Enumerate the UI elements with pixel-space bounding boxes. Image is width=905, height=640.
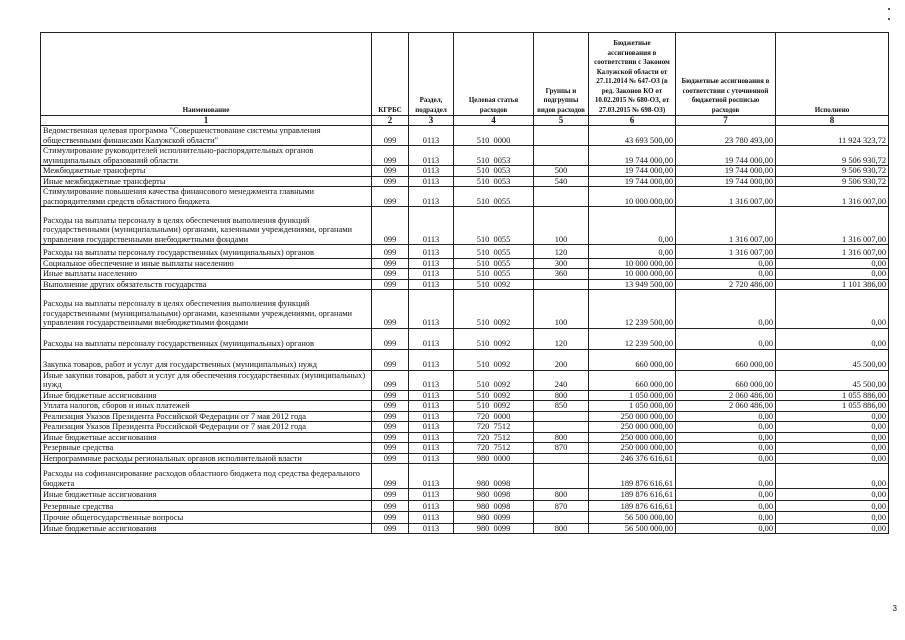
roster-amount-cell: 19 744 000,00	[676, 166, 776, 177]
exec-amount-cell: 11 924 323,72	[776, 126, 889, 146]
roster-amount-cell: 0,00	[676, 258, 776, 269]
table-row	[41, 489, 889, 501]
razdel-cell: 0113	[409, 207, 454, 245]
table-row	[41, 269, 889, 280]
razdel-cell: 0113	[409, 166, 454, 177]
law-amount-cell: 19 744 000,00	[589, 166, 676, 177]
razdel-cell: 0113	[409, 328, 454, 349]
roster-amount-cell: 2 720 486,00	[676, 279, 776, 290]
csr-cell: 510 0092	[454, 370, 534, 390]
vr-cell: 800	[534, 523, 589, 534]
law-amount-cell: 10 000 000,00	[589, 258, 676, 269]
law-amount-cell: 0,00	[589, 245, 676, 258]
kgrbs-cell: 099	[372, 401, 409, 412]
roster-amount-cell: 0,00	[676, 411, 776, 422]
kgrbs-cell: 099	[372, 432, 409, 443]
kgrbs-cell: 099	[372, 390, 409, 401]
row-name-cell: Иные закупки товаров, работ и услуг для обеспечения государственных (муниципальных) нужд	[41, 370, 372, 390]
vr-cell: 800	[534, 390, 589, 401]
table-row	[41, 146, 889, 166]
kgrbs-cell: 099	[372, 176, 409, 187]
roster-amount-cell: 19 744 000,00	[676, 176, 776, 187]
roster-amount-cell: 0,00	[676, 290, 776, 328]
table-row	[41, 443, 889, 454]
csr-cell: 720 7512	[454, 432, 534, 443]
razdel-cell: 0113	[409, 349, 454, 370]
roster-amount-cell: 0,00	[676, 328, 776, 349]
razdel-cell: 0113	[409, 464, 454, 489]
row-name-cell: Расходы на выплаты персоналу в целях обеспечения выполнения функций государственными (муниципальными) органами, казенными учреждениями, органами управления государственными внебюджетными фондами	[41, 207, 372, 245]
razdel-cell: 0113	[409, 500, 454, 512]
csr-cell: 720 7512	[454, 422, 534, 433]
law-amount-cell: 0,00	[589, 207, 676, 245]
roster-amount-cell: 0,00	[676, 500, 776, 512]
razdel-cell: 0113	[409, 422, 454, 433]
kgrbs-cell: 099	[372, 523, 409, 534]
csr-cell: 980 0099	[454, 523, 534, 534]
row-name-cell: Стимулирование руководителей исполнительно-распорядительных органов муниципальных образований области	[41, 146, 372, 166]
razdel-cell: 0113	[409, 370, 454, 390]
roster-amount-cell: 0,00	[676, 453, 776, 464]
law-amount-cell: 660 000,00	[589, 370, 676, 390]
kgrbs-cell: 099	[372, 500, 409, 512]
roster-amount-cell: 2 060 486,00	[676, 390, 776, 401]
exec-amount-cell: 9 506 930,72	[776, 146, 889, 166]
vr-cell	[534, 187, 589, 207]
exec-amount-cell: 1 316 007,00	[776, 245, 889, 258]
row-name-cell: Межбюджетные трансферты	[41, 166, 372, 177]
table-row	[41, 432, 889, 443]
kgrbs-cell: 099	[372, 370, 409, 390]
vr-cell	[534, 453, 589, 464]
column-number-row	[41, 116, 889, 126]
kgrbs-cell: 099	[372, 166, 409, 177]
csr-cell: 510 0055	[454, 258, 534, 269]
row-name-cell: Закупка товаров, работ и услуг для государственных (муниципальных) нужд	[41, 349, 372, 370]
exec-amount-cell: 0,00	[776, 432, 889, 443]
vr-cell: 800	[534, 489, 589, 501]
law-amount-cell: 13 949 500,00	[589, 279, 676, 290]
column-number: 2	[372, 116, 409, 126]
csr-cell: 510 0055	[454, 269, 534, 280]
csr-cell: 510 0092	[454, 349, 534, 370]
csr-cell: 980 0098	[454, 464, 534, 489]
table-row	[41, 126, 889, 146]
exec-amount-cell: 0,00	[776, 489, 889, 501]
vr-cell: 870	[534, 500, 589, 512]
exec-amount-cell: 1 055 886,00	[776, 401, 889, 412]
csr-cell: 510 0053	[454, 146, 534, 166]
exec-amount-cell: 0,00	[776, 328, 889, 349]
row-name-cell: Резервные средства	[41, 443, 372, 454]
exec-amount-cell: 0,00	[776, 422, 889, 433]
table-row	[41, 370, 889, 390]
csr-cell: 510 0055	[454, 187, 534, 207]
roster-amount-cell: 0,00	[676, 489, 776, 501]
csr-cell: 510 0092	[454, 279, 534, 290]
razdel-cell: 0113	[409, 245, 454, 258]
row-name-cell: Прочие общегосударственные вопросы	[41, 512, 372, 524]
vr-cell: 100	[534, 290, 589, 328]
law-amount-cell: 56 500 000,00	[589, 523, 676, 534]
kgrbs-cell: 099	[372, 489, 409, 501]
razdel-cell: 0113	[409, 187, 454, 207]
vr-cell	[534, 512, 589, 524]
column-number: 3	[409, 116, 454, 126]
column-number: 1	[41, 116, 372, 126]
vr-cell	[534, 411, 589, 422]
roster-amount-cell: 0,00	[676, 512, 776, 524]
row-name-cell: Расходы на выплаты персоналу государственных (муниципальных) органов	[41, 328, 372, 349]
table-row	[41, 411, 889, 422]
vr-cell: 870	[534, 443, 589, 454]
roster-amount-cell: 0,00	[676, 269, 776, 280]
table-row	[41, 245, 889, 258]
csr-cell: 510 0000	[454, 126, 534, 146]
law-amount-cell: 189 876 616,61	[589, 489, 676, 501]
law-amount-cell: 250 000 000,00	[589, 432, 676, 443]
kgrbs-cell: 099	[372, 453, 409, 464]
exec-amount-cell: 45 500,00	[776, 349, 889, 370]
vr-cell: 800	[534, 432, 589, 443]
column-number: 7	[676, 116, 776, 126]
header-razdel: Раздел, подраздел	[409, 33, 454, 116]
table-row	[41, 187, 889, 207]
row-name-cell: Стимулирование повышения качества финансового менеджмента главными распорядителями средств областного бюджета	[41, 187, 372, 207]
exec-amount-cell: 0,00	[776, 443, 889, 454]
row-name-cell: Реализация Указов Президента Российской Федерации от 7 мая 2012 года	[41, 422, 372, 433]
table-row	[41, 464, 889, 489]
kgrbs-cell: 099	[372, 422, 409, 433]
roster-amount-cell: 0,00	[676, 432, 776, 443]
column-number: 8	[776, 116, 889, 126]
table-row	[41, 453, 889, 464]
csr-cell: 510 0092	[454, 290, 534, 328]
table-body	[41, 126, 889, 534]
kgrbs-cell: 099	[372, 464, 409, 489]
exec-amount-cell: 0,00	[776, 500, 889, 512]
csr-cell: 980 0099	[454, 512, 534, 524]
header-exec: Исполнено	[776, 33, 889, 116]
kgrbs-cell: 099	[372, 349, 409, 370]
law-amount-cell: 189 876 616,61	[589, 500, 676, 512]
law-amount-cell: 12 239 500,00	[589, 328, 676, 349]
row-name-cell: Выполнение других обязательств государства	[41, 279, 372, 290]
table-row	[41, 258, 889, 269]
razdel-cell: 0113	[409, 489, 454, 501]
row-name-cell: Уплата налогов, сборов и иных платежей	[41, 401, 372, 412]
razdel-cell: 0113	[409, 411, 454, 422]
vr-cell	[534, 126, 589, 146]
kgrbs-cell: 099	[372, 328, 409, 349]
row-name-cell: Ведомственная целевая программа "Совершенствование системы управления общественными финансами Калужской области"	[41, 126, 372, 146]
exec-amount-cell: 0,00	[776, 523, 889, 534]
law-amount-cell: 19 744 000,00	[589, 176, 676, 187]
kgrbs-cell: 099	[372, 146, 409, 166]
row-name-cell: Иные межбюджетные трансферты	[41, 176, 372, 187]
kgrbs-cell: 099	[372, 269, 409, 280]
razdel-cell: 0113	[409, 523, 454, 534]
law-amount-cell: 250 000 000,00	[589, 422, 676, 433]
table-row	[41, 166, 889, 177]
law-amount-cell: 660 000,00	[589, 349, 676, 370]
vr-cell: 500	[534, 166, 589, 177]
vr-cell: 540	[534, 176, 589, 187]
vr-cell	[534, 422, 589, 433]
razdel-cell: 0113	[409, 279, 454, 290]
razdel-cell: 0113	[409, 432, 454, 443]
column-number: 5	[534, 116, 589, 126]
csr-cell: 510 0053	[454, 176, 534, 187]
razdel-cell: 0113	[409, 453, 454, 464]
razdel-cell: 0113	[409, 258, 454, 269]
row-name-cell: Иные бюджетные ассигнования	[41, 390, 372, 401]
column-number: 6	[589, 116, 676, 126]
law-amount-cell: 1 050 000,00	[589, 390, 676, 401]
kgrbs-cell: 099	[372, 245, 409, 258]
kgrbs-cell: 099	[372, 279, 409, 290]
law-amount-cell: 250 000 000,00	[589, 411, 676, 422]
roster-amount-cell: 660 000,00	[676, 349, 776, 370]
roster-amount-cell: 2 060 486,00	[676, 401, 776, 412]
csr-cell: 720 7512	[454, 443, 534, 454]
scan-dot	[888, 8, 890, 10]
exec-amount-cell: 0,00	[776, 269, 889, 280]
law-amount-cell: 189 876 616,61	[589, 464, 676, 489]
table-row	[41, 328, 889, 349]
roster-amount-cell: 1 316 007,00	[676, 207, 776, 245]
razdel-cell: 0113	[409, 269, 454, 280]
csr-cell: 510 0092	[454, 390, 534, 401]
vr-cell	[534, 146, 589, 166]
csr-cell: 510 0092	[454, 401, 534, 412]
law-amount-cell: 56 500 000,00	[589, 512, 676, 524]
row-name-cell: Иные бюджетные ассигнования	[41, 489, 372, 501]
column-number: 4	[454, 116, 534, 126]
law-amount-cell: 10 000 000,00	[589, 187, 676, 207]
roster-amount-cell: 19 744 000,00	[676, 146, 776, 166]
table-row	[41, 279, 889, 290]
header-vr: Группы и подгруппы видов расходов	[534, 33, 589, 116]
row-name-cell: Реализация Указов Президента Российской Федерации от 7 мая 2012 года	[41, 411, 372, 422]
exec-amount-cell: 45 500,00	[776, 370, 889, 390]
table-row	[41, 290, 889, 328]
header-roster: Бюджетные ассигнования в соответствии с уточненной бюджетной росписью расходов	[676, 33, 776, 116]
razdel-cell: 0113	[409, 126, 454, 146]
table-row	[41, 500, 889, 512]
exec-amount-cell: 9 506 930,72	[776, 166, 889, 177]
razdel-cell: 0113	[409, 146, 454, 166]
exec-amount-cell: 1 316 007,00	[776, 207, 889, 245]
razdel-cell: 0113	[409, 512, 454, 524]
csr-cell: 510 0055	[454, 207, 534, 245]
vr-cell: 240	[534, 370, 589, 390]
kgrbs-cell: 099	[372, 187, 409, 207]
row-name-cell: Иные выплаты населению	[41, 269, 372, 280]
csr-cell: 510 0053	[454, 166, 534, 177]
roster-amount-cell: 660 000,00	[676, 370, 776, 390]
exec-amount-cell: 1 316 007,00	[776, 187, 889, 207]
csr-cell: 980 0098	[454, 500, 534, 512]
razdel-cell: 0113	[409, 290, 454, 328]
law-amount-cell: 1 050 000,00	[589, 401, 676, 412]
exec-amount-cell: 0,00	[776, 290, 889, 328]
header-name: Наименование	[41, 33, 372, 116]
exec-amount-cell: 0,00	[776, 411, 889, 422]
page-number: 3	[892, 604, 897, 613]
csr-cell: 720 0000	[454, 411, 534, 422]
vr-cell: 120	[534, 245, 589, 258]
csr-cell: 980 0000	[454, 453, 534, 464]
vr-cell: 360	[534, 269, 589, 280]
roster-amount-cell: 0,00	[676, 523, 776, 534]
vr-cell: 100	[534, 207, 589, 245]
header-kgrbs: КГРБС	[372, 33, 409, 116]
budget-table	[40, 32, 889, 534]
exec-amount-cell: 0,00	[776, 464, 889, 489]
table-row	[41, 349, 889, 370]
vr-cell: 120	[534, 328, 589, 349]
law-amount-cell: 12 239 500,00	[589, 290, 676, 328]
csr-cell: 980 0098	[454, 489, 534, 501]
csr-cell: 510 0092	[454, 328, 534, 349]
exec-amount-cell: 1 101 386,00	[776, 279, 889, 290]
roster-amount-cell: 1 316 007,00	[676, 245, 776, 258]
roster-amount-cell: 23 780 493,00	[676, 126, 776, 146]
row-name-cell: Расходы на выплаты персоналу в целях обеспечения выполнения функций государственными (муниципальными) органами, казенными учреждениями, органами управления государственными внебюджетными фондами	[41, 290, 372, 328]
law-amount-cell: 43 693 500,00	[589, 126, 676, 146]
razdel-cell: 0113	[409, 443, 454, 454]
row-name-cell: Иные бюджетные ассигнования	[41, 523, 372, 534]
row-name-cell: Резервные средства	[41, 500, 372, 512]
table-row	[41, 512, 889, 524]
roster-amount-cell: 0,00	[676, 464, 776, 489]
vr-cell: 850	[534, 401, 589, 412]
csr-cell: 510 0055	[454, 245, 534, 258]
row-name-cell: Социальное обеспечение и иные выплаты населению	[41, 258, 372, 269]
vr-cell	[534, 279, 589, 290]
row-name-cell: Расходы на софинансирование расходов областного бюджета под средства федерального бюджета	[41, 464, 372, 489]
scan-dot	[888, 18, 890, 20]
roster-amount-cell: 1 316 007,00	[676, 187, 776, 207]
table-row	[41, 176, 889, 187]
table-row	[41, 422, 889, 433]
kgrbs-cell: 099	[372, 290, 409, 328]
razdel-cell: 0113	[409, 176, 454, 187]
law-amount-cell: 250 000 000,00	[589, 443, 676, 454]
kgrbs-cell: 099	[372, 411, 409, 422]
exec-amount-cell: 0,00	[776, 512, 889, 524]
header-csr: Целевая статья расходов	[454, 33, 534, 116]
row-name-cell: Расходы на выплаты персоналу государственных (муниципальных) органов	[41, 245, 372, 258]
table-row	[41, 207, 889, 245]
row-name-cell: Непрограммные расходы региональных органов исполнительной власти	[41, 453, 372, 464]
razdel-cell: 0113	[409, 390, 454, 401]
row-name-cell: Иные бюджетные ассигнования	[41, 432, 372, 443]
law-amount-cell: 19 744 000,00	[589, 146, 676, 166]
razdel-cell: 0113	[409, 401, 454, 412]
header-law: Бюджетные ассигнования в соответствии с Законом Калужской области от 27.11.2014 № 647-ОЗ (в ред. Законов КО от 10.02.2015 № 680-ОЗ, от 27.03.2015 № 698-ОЗ)	[589, 33, 676, 116]
kgrbs-cell: 099	[372, 207, 409, 245]
law-amount-cell: 10 000 000,00	[589, 269, 676, 280]
roster-amount-cell: 0,00	[676, 443, 776, 454]
table-row	[41, 401, 889, 412]
vr-cell: 200	[534, 349, 589, 370]
table-row	[41, 390, 889, 401]
kgrbs-cell: 099	[372, 443, 409, 454]
kgrbs-cell: 099	[372, 126, 409, 146]
kgrbs-cell: 099	[372, 258, 409, 269]
exec-amount-cell: 9 506 930,72	[776, 176, 889, 187]
table-row	[41, 523, 889, 534]
roster-amount-cell: 0,00	[676, 422, 776, 433]
exec-amount-cell: 1 055 886,00	[776, 390, 889, 401]
kgrbs-cell: 099	[372, 512, 409, 524]
exec-amount-cell: 0,00	[776, 453, 889, 464]
table-header	[41, 33, 889, 126]
law-amount-cell: 246 376 616,61	[589, 453, 676, 464]
vr-cell: 300	[534, 258, 589, 269]
exec-amount-cell: 0,00	[776, 258, 889, 269]
vr-cell	[534, 464, 589, 489]
